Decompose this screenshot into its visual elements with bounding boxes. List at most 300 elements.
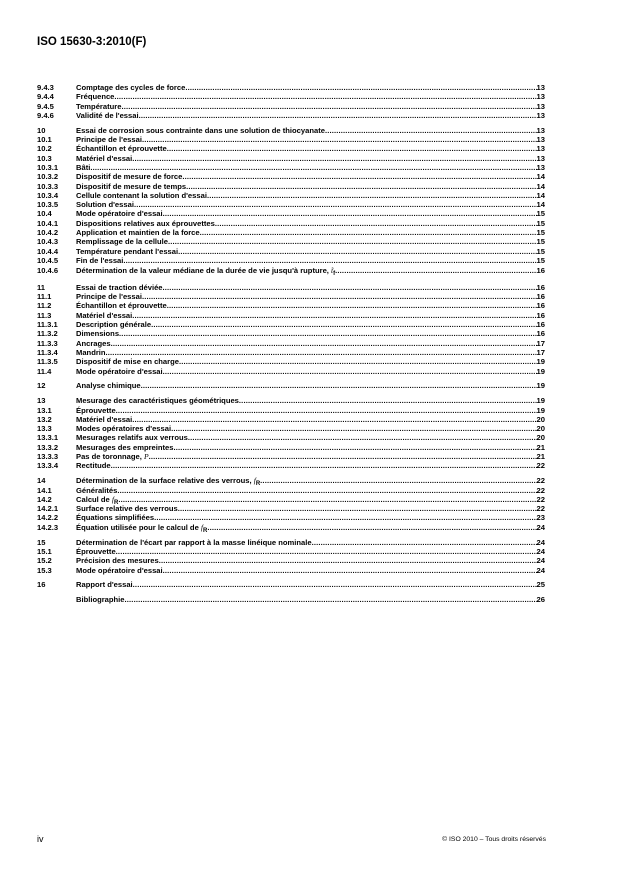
toc-entry-title: Modes opératoires d'essai [76,424,172,434]
math-subscript: f [333,271,336,278]
toc-entry-number: 15.2 [37,556,52,566]
toc-entry-title: Principe de l'essai [76,135,142,145]
dot-leader [154,513,536,522]
dot-leader [117,486,536,495]
toc-entry[interactable] [37,556,545,565]
toc-entry[interactable] [37,172,545,181]
toc-entry-number: 13 [37,396,46,406]
toc-entry-title-group [76,339,111,348]
toc-entry-page: 16 [536,329,545,339]
toc-entry-page: 25 [536,580,545,590]
toc-entry-title-group [76,209,163,218]
toc-entry-title: Échantillon et éprouvette [76,144,167,154]
toc-entry-title-group [76,163,90,172]
toc-entry[interactable] [37,339,545,348]
toc-entry-title-group [76,83,185,92]
toc-entry-title-group [76,461,111,470]
toc-entry-number: 14.2.2 [37,513,59,523]
toc-entry-number: 10.4.4 [37,246,59,256]
toc-entry-page: 17 [536,347,545,357]
toc-entry-number: 10.3.2 [37,172,59,182]
dot-leader [139,111,537,120]
toc-entry-title: Matériel d'essai [76,153,133,163]
dot-leader [178,247,536,256]
toc-entry-title-group [76,443,174,452]
toc-entry-page: 13 [536,153,545,163]
dot-leader [132,154,536,163]
toc-entry[interactable] [37,476,545,488]
dot-leader [200,228,537,237]
toc-entry[interactable] [37,83,545,92]
toc-entry-page: 13 [536,83,545,92]
toc-entry-page: 14 [536,172,545,182]
toc-entry[interactable] [37,367,545,376]
toc-entry-number: 9.4.6 [37,110,54,120]
dot-leader [167,301,537,310]
toc-entry-title: Généralités [76,485,118,495]
document-header: ISO 15630-3:2010(F) [37,36,147,48]
math-symbol: t̃ [331,266,334,276]
toc-entry-number: 12 [37,381,46,391]
toc-entry[interactable] [37,504,545,513]
toc-entry[interactable] [37,301,545,310]
toc-entry[interactable] [37,513,545,522]
toc-entry-number: 10.4.3 [37,237,59,247]
toc-entry-title: Dispositif de mise en charge [76,357,179,367]
dot-leader [134,200,537,209]
toc-entry[interactable] [37,135,545,144]
toc-entry-page: 23 [536,513,545,523]
toc-entry-title: Matériel d'essai [76,414,133,424]
toc-entry[interactable] [37,433,545,442]
table-of-contents [37,83,545,605]
toc-entry-title: Remplissage de la cellule [76,237,169,247]
toc-entry-page: 22 [536,476,545,486]
toc-entry-title-group [76,301,167,310]
dot-leader [116,547,537,556]
toc-entry-number: 13.1 [37,405,52,415]
toc-entry-title-group [76,92,114,101]
toc-entry-page: 22 [536,494,545,504]
toc-entry[interactable] [37,191,545,200]
toc-entry-number: 11.4 [37,366,52,376]
toc-entry-number: 13.3.4 [37,461,59,471]
dot-leader [163,209,537,218]
toc-entry-title: Rapport d'essai [76,580,133,590]
toc-entry-page: 24 [536,565,545,575]
toc-entry[interactable] [37,292,545,301]
toc-entry-title: Éprouvette [76,546,116,556]
toc-entry-title: Température [76,101,122,111]
dot-leader [188,433,537,442]
toc-entry-page: 16 [536,266,545,276]
toc-entry-title-group [76,348,106,357]
toc-entry-title-group [76,424,171,433]
toc-entry-title-group [76,595,125,604]
dot-leader [123,256,536,265]
toc-entry-page: 13 [536,144,545,154]
dot-leader [215,219,537,228]
toc-entry-title: Cellule contenant la solution d'essai [76,190,207,200]
toc-entry-title-group [76,172,182,181]
toc-entry-title-group [76,256,123,265]
toc-entry-page: 13 [536,101,545,111]
toc-entry-title: Bâti [76,162,91,172]
toc-entry-page: 20 [536,414,545,424]
toc-entry-number: 14.2 [37,494,52,504]
toc-entry-number: 11.3 [37,310,52,320]
toc-entry[interactable] [37,102,545,111]
toc-entry-number: 13.3 [37,424,52,434]
toc-entry-title-group [76,538,312,547]
dot-leader [325,126,537,135]
math-symbol: f [253,476,256,486]
math-symbol: P [143,452,149,462]
toc-entry-page: 17 [536,338,545,348]
toc-entry-number: 13.3.1 [37,433,59,443]
toc-entry-title: Équation utilisée pour le calcul de [76,522,199,532]
toc-entry-number: 14.1 [37,485,52,495]
math-symbol: f [200,522,204,532]
toc-entry-page: 24 [536,556,545,566]
toc-entry-title: Analyse chimique [76,381,141,391]
dot-leader [167,144,537,153]
toc-entry-number: 10.4.2 [37,228,59,238]
toc-entry-title: Fin de l'essai [76,255,124,265]
toc-entry-title-group [76,357,179,366]
toc-entry-title: Dispositif de mesure de force [76,172,183,182]
toc-entry[interactable] [37,566,545,575]
toc-entry-page: 19 [536,405,545,415]
dot-leader [159,556,537,565]
toc-entry-number: 11.3.2 [37,329,58,339]
toc-entry-title: Mandrin [76,347,106,357]
toc-entry[interactable] [37,237,545,246]
dot-leader [114,92,536,101]
toc-entry-page: 15 [536,237,545,247]
toc-entry-title-group [76,283,163,292]
toc-entry[interactable] [37,329,545,338]
toc-entry-number: 10.3 [37,153,52,163]
toc-entry[interactable] [37,538,545,547]
toc-entry[interactable] [37,406,545,415]
dot-leader [141,381,537,390]
toc-entry-title-group [76,396,239,405]
toc-entry-title: Détermination de l'écart par rapport à la masse linéique nominale [76,537,312,547]
dot-leader [132,415,536,424]
toc-entry[interactable] [37,265,545,277]
toc-entry-page: 16 [536,310,545,320]
dot-leader [179,357,537,366]
dot-leader [168,237,537,246]
toc-entry-title-group [76,566,163,575]
toc-entry-title: Température pendant l'essai [76,246,179,256]
toc-entry[interactable] [37,283,545,292]
toc-entry-title-group [76,182,186,191]
toc-entry-number: 10.2 [37,144,52,154]
toc-entry-page: 20 [536,424,545,434]
toc-entry-number: 10.4.6 [37,266,59,276]
toc-entry-page: 22 [536,485,545,495]
dot-leader [119,329,537,338]
dot-leader [186,182,536,191]
dot-leader [133,580,537,589]
toc-entry-page: 22 [536,504,545,514]
toc-entry-page: 24 [536,537,545,547]
toc-entry-title: Validité de l'essai [76,110,139,120]
toc-entry[interactable] [37,495,545,504]
toc-entry-number: 15.1 [37,546,52,556]
toc-entry-title: Éprouvette [76,405,116,415]
dot-leader [111,461,537,470]
toc-entry[interactable] [37,126,545,135]
toc-entry-number: 13.3.3 [37,452,59,462]
dot-leader [142,292,537,301]
copyright-notice: © ISO 2010 – Tous droits réservés [442,836,546,843]
toc-entry[interactable] [37,443,545,452]
toc-entry[interactable] [37,396,545,405]
toc-entry[interactable] [37,424,545,433]
toc-entry-number: 11 [37,282,46,292]
dot-leader [185,83,536,92]
dot-leader [111,339,537,348]
toc-entry-title-group [76,486,117,495]
toc-entry[interactable] [37,200,545,209]
toc-entry-number: 10.3.3 [37,181,59,191]
toc-entry-number: 10 [37,125,46,135]
toc-entry[interactable] [37,219,545,228]
toc-entry-title: Détermination de la surface relative des verrous, [76,476,252,486]
toc-entry-number: 11.2 [37,301,52,311]
toc-entry[interactable] [37,247,545,256]
toc-entry-page: 15 [536,209,545,219]
toc-entry[interactable] [37,92,545,101]
toc-entry-page: 15 [536,255,545,265]
dot-leader [106,348,537,357]
toc-entry-title-group [76,329,119,338]
toc-entry[interactable] [37,144,545,153]
toc-entry-page: 14 [536,181,545,191]
toc-entry-title: Échantillon et éprouvette [76,301,167,311]
toc-entry[interactable] [37,595,545,604]
dot-leader [163,367,537,376]
toc-entry-title: Équations simplifiées [76,513,155,523]
toc-entry-title: Mesurage des caractéristiques géométriques [76,396,239,406]
toc-entry-page: 13 [536,125,545,135]
toc-entry-title: Principe de l'essai [76,292,142,302]
toc-entry[interactable] [37,209,545,218]
toc-entry-number: 15 [37,537,46,547]
toc-entry-number: 11.3.4 [37,347,58,357]
toc-entry-title: Dimensions [76,329,120,339]
toc-entry-title: Matériel d'essai [76,310,133,320]
dot-leader [171,424,536,433]
toc-entry-title-group [76,126,325,135]
toc-entry-page: 19 [536,357,545,367]
toc-entry-title-group [76,415,132,424]
toc-entry-title: Précision des mesures [76,556,159,566]
toc-entry-title: Dispositif de mesure de temps [76,181,187,191]
toc-entry[interactable] [37,348,545,357]
toc-entry-page: 13 [536,135,545,145]
toc-entry-page: 13 [536,162,545,172]
toc-entry-title: Bibliographie [76,595,125,605]
toc-entry[interactable] [37,111,545,120]
toc-entry-number: 11.3.5 [37,357,58,367]
toc-entry-title: Mode opératoire d'essai [76,565,163,575]
toc-entry-title-group [76,556,159,565]
toc-entry-page: 21 [536,452,545,462]
toc-entry-number: 14 [37,476,46,486]
toc-entry-page: 14 [536,200,545,210]
toc-entry-number: 10.3.5 [37,200,59,210]
math-subscript: R [203,527,208,534]
toc-entry-title-group [76,523,207,536]
toc-entry[interactable] [37,547,545,556]
math-subscript: R [255,481,261,488]
toc-entry-title: Description générale [76,320,152,330]
toc-entry[interactable] [37,154,545,163]
toc-entry-page: 13 [536,92,545,102]
toc-entry-title: Calcul de [76,494,110,504]
dot-leader [312,538,537,547]
toc-entry[interactable] [37,523,545,532]
toc-entry-title: Mesurages des empreintes [76,442,174,452]
toc-entry-title-group [76,547,116,556]
toc-entry-title-group [76,191,207,200]
dot-leader [163,283,537,292]
toc-entry[interactable] [37,228,545,237]
toc-entry-title: Pas de toronnage, [76,452,142,462]
math-subscript: R [114,499,119,506]
toc-entry-title-group [76,292,142,301]
toc-entry[interactable] [37,415,545,424]
toc-entry-title-group [76,219,215,228]
dot-leader [149,452,537,461]
toc-entry-title: Surface relative des verrous [76,504,178,514]
dot-leader [239,396,537,405]
toc-entry-title-group [76,320,151,329]
toc-entry-title-group [76,154,132,163]
dot-leader [260,476,536,485]
toc-entry-title: Mode opératoire d'essai [76,366,163,376]
toc-entry-title-group [76,247,178,256]
toc-entry-page: 21 [536,442,545,452]
toc-entry-number: 11.3.1 [37,320,58,330]
toc-entry-title-group [76,513,154,522]
toc-entry[interactable] [37,320,545,329]
toc-entry-page: 19 [536,366,545,376]
toc-entry[interactable] [37,311,545,320]
toc-entry-number: 13.3.2 [37,442,59,452]
toc-entry-title-group [76,102,121,111]
toc-entry[interactable] [37,461,545,470]
toc-entry-title: Mesurages relatifs aux verrous [76,433,188,443]
dot-leader [182,172,536,181]
toc-entry-page: 15 [536,246,545,256]
toc-entry-page: 13 [536,110,545,120]
toc-entry[interactable] [37,357,545,366]
toc-entry[interactable] [37,580,545,589]
dot-leader [125,595,537,604]
toc-entry[interactable] [37,452,545,461]
toc-entry-page: 19 [536,396,545,406]
toc-entry-number: 10.4.5 [37,255,59,265]
toc-entry-page: 20 [536,433,545,443]
toc-entry[interactable] [37,381,545,390]
toc-entry-number: 16 [37,580,46,590]
toc-entry-page: 19 [536,381,545,391]
toc-entry-page: 24 [536,546,545,556]
toc-entry-title-group [76,433,188,442]
toc-entry-title-group [76,135,142,144]
toc-entry-number: 10.3.4 [37,190,59,200]
toc-entry-title: Comptage des cycles de force [76,83,186,92]
toc-entry-number: 11.3.3 [37,338,58,348]
toc-entry[interactable] [37,163,545,172]
dot-leader [151,320,536,329]
dot-leader [132,311,536,320]
toc-entry-page: 16 [536,301,545,311]
toc-entry-title: Application et maintien de la force [76,228,200,238]
toc-entry-number: 14.2.3 [37,522,59,532]
dot-leader [116,406,537,415]
dot-leader [335,265,536,277]
toc-entry-number: 10.3.1 [37,162,59,172]
dot-leader [121,102,536,111]
toc-entry-number: 9.4.4 [37,92,54,102]
toc-entry-title-group [76,237,168,246]
toc-entry-page: 26 [536,595,545,605]
toc-entry-page: 16 [536,320,545,330]
toc-entry-title: Solution d'essai [76,200,134,210]
toc-entry[interactable] [37,486,545,495]
dot-leader [163,566,537,575]
dot-leader [142,135,537,144]
toc-entry-number: 15.3 [37,565,52,575]
dot-leader [118,495,536,504]
toc-entry-title: Mode opératoire d'essai [76,209,163,219]
toc-entry-number: 11.1 [37,292,52,302]
toc-entry-number: 9.4.5 [37,101,54,111]
toc-entry-title: Essai de traction déviée [76,282,163,292]
dot-leader [174,443,537,452]
toc-entry-title-group [76,504,178,513]
toc-entry-title-group [76,406,116,415]
toc-entry-title-group [76,265,335,280]
toc-entry-title-group [76,452,149,461]
toc-entry-number: 13.2 [37,414,52,424]
dot-leader [207,523,536,532]
toc-entry[interactable] [37,256,545,265]
toc-entry-page: 14 [536,190,545,200]
toc-entry-number: 14.2.1 [37,504,59,514]
toc-entry-title: Essai de corrosion sous contrainte dans une solution de thiocyanate [76,125,325,135]
toc-entry-title: Rectitude [76,461,111,471]
toc-entry-number: 10.1 [37,135,52,145]
toc-entry-page: 16 [536,292,545,302]
toc-entry-number: 10.4 [37,209,52,219]
toc-entry-page: 15 [536,218,545,228]
dot-leader [207,191,537,200]
toc-entry[interactable] [37,182,545,191]
toc-entry-title: Détermination de la valeur médiane de la durée de vie jusqu'à rupture, [76,266,329,276]
toc-entry-page: 16 [536,282,545,292]
toc-entry-title-group [76,111,139,120]
toc-entry-title: Dispositions relatives aux éprouvettes [76,218,215,228]
toc-entry-page: 24 [536,522,545,532]
math-symbol: f [111,494,115,504]
